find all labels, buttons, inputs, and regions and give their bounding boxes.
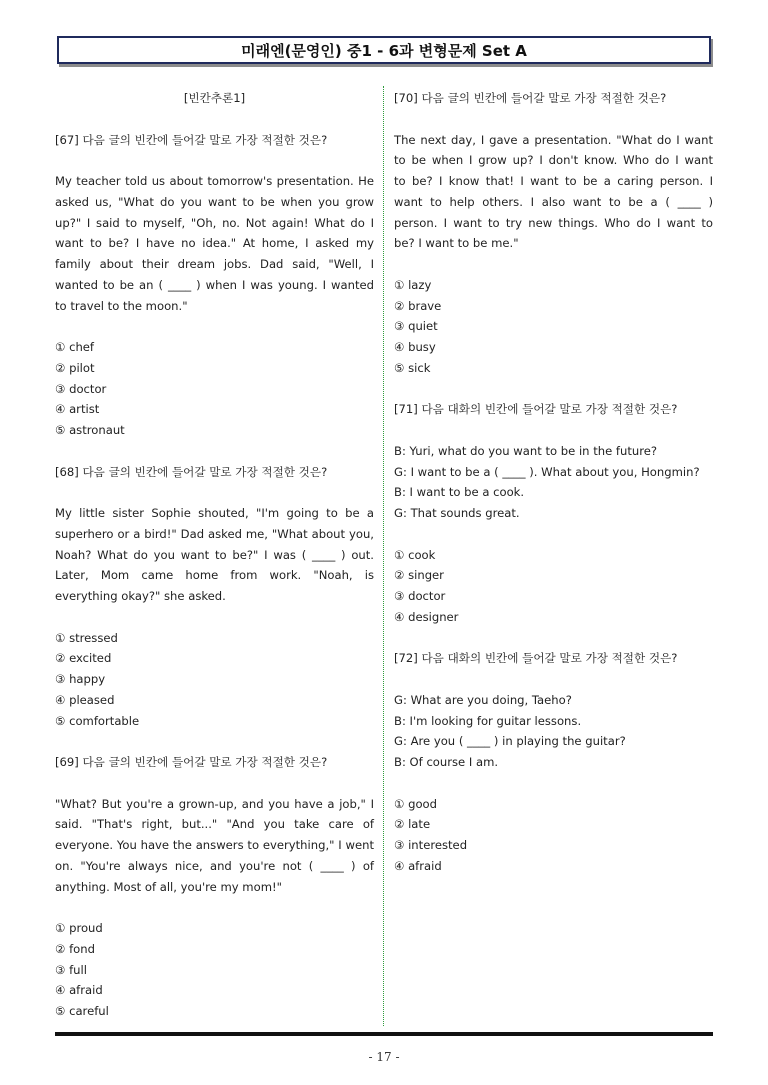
passage-line: family about their dream jobs. Dad said, "Well, I [55, 257, 374, 271]
page-number: - 17 - [368, 1050, 400, 1064]
answer-option: ③ doctor [55, 381, 107, 396]
passage-line: "What? But you're a grown-up, and you have a job," I [55, 796, 374, 811]
answer-option: ② pilot [55, 360, 95, 375]
answer-option: ③ full [55, 962, 87, 977]
passage-line: wanted to be an ( ____ ) when I was young. I wanted [55, 277, 374, 292]
question-70-passage [394, 130, 713, 255]
passage-line: up?" I said to myself, "Oh, no. Not again! What do I [55, 215, 374, 230]
answer-option: ⑤ sick [394, 360, 431, 375]
passage-line: everyone. You have the answers to everything," I went [55, 838, 374, 852]
dialogue-line: G: That sounds great. [394, 506, 520, 520]
answer-option: ③ quiet [394, 319, 438, 334]
answer-option: ① good [394, 796, 437, 811]
question-69-options [55, 918, 374, 1022]
footer-rule [55, 1032, 713, 1036]
passage-line: person. I want to try new things. Who do I want to [394, 215, 713, 230]
question-67-passage [55, 171, 374, 316]
dialogue-line: G: What are you doing, Taeho? [394, 692, 572, 707]
dialogue-line: B: I'm looking for guitar lessons. [394, 713, 582, 728]
passage-line: Noah? What do you want to be?" I was ( ____ ) out. [55, 547, 374, 562]
passage-line: My little sister Sophie shouted, "I'm going to be a [55, 506, 374, 520]
answer-option: ① chef [55, 340, 95, 354]
answer-option: ② singer [394, 568, 444, 583]
answer-option: ② excited [55, 651, 112, 666]
dialogue-line: G: I want to be a ( ____ ). What about you, Hongmin? [394, 464, 700, 479]
question-72-options [394, 794, 713, 877]
passage-line: to travel to the moon." [55, 298, 188, 313]
passage-line: want to help others. I also want to be a ( ____ ) [394, 194, 713, 209]
passage-line: be? I want to be me." [394, 236, 519, 251]
passage-line: Later, Mom came home from work. "Noah, is [55, 568, 374, 583]
question-72-prompt: [72] 다음 대화의 빈칸에 들어갈 말로 가장 적절한 것은? [394, 651, 678, 666]
passage-line: anything. Most of all, you're my mom!" [55, 879, 282, 894]
dialogue-line: G: Are you ( ____ ) in playing the guitar? [394, 734, 626, 749]
answer-option: ④ designer [394, 609, 459, 624]
answer-option: ⑤ comfortable [55, 713, 140, 728]
answer-option: ② brave [394, 298, 442, 313]
question-71-dialogue [394, 441, 713, 524]
answer-option: ② late [394, 817, 431, 832]
passage-line: to be? I know that! I want to be a caring person. I [394, 174, 713, 188]
answer-option: ① cook [394, 547, 436, 562]
question-68-passage [55, 503, 374, 607]
passage-line: My teacher told us about tomorrow's presentation. He [55, 174, 374, 188]
answer-option: ④ busy [394, 340, 436, 354]
question-69-prompt: [69] 다음 글의 빈칸에 들어갈 말로 가장 적절한 것은? [55, 755, 328, 769]
dialogue-line: B: Yuri, what do you want to be in the future? [394, 443, 658, 458]
answer-option: ④ pleased [55, 692, 115, 707]
answer-option: ④ afraid [394, 858, 442, 873]
passage-line: said. "That's right, but..." "And you take care of [55, 817, 374, 832]
passage-line: want to be? I have no idea." At home, I asked my [55, 236, 374, 251]
question-68-options [55, 628, 374, 732]
question-68-prompt: [68] 다음 글의 빈칸에 들어갈 말로 가장 적절한 것은? [55, 464, 328, 479]
answer-option: ① proud [55, 921, 103, 935]
passage-line: on. "You're always nice, and you're not ( ____ ) of [55, 858, 374, 873]
answer-option: ④ artist [55, 402, 100, 417]
answer-option: ① stressed [55, 630, 118, 645]
question-72-dialogue [394, 690, 713, 773]
dialogue-line: B: Of course I am. [394, 755, 499, 769]
left-column [55, 88, 374, 1022]
answer-option: ① lazy [394, 277, 432, 292]
question-69-passage [55, 794, 374, 898]
question-71-options [394, 545, 713, 628]
question-70-options [394, 275, 713, 379]
answer-option: ② fond [55, 941, 95, 956]
passage-line: everything okay?" she asked. [55, 589, 226, 603]
question-67-options [55, 337, 374, 441]
right-column [394, 88, 713, 877]
question-67-prompt: [67] 다음 글의 빈칸에 들어갈 말로 가장 적절한 것은? [55, 132, 328, 147]
passage-line: to be when I grow up? I don't know. Who do I want [394, 153, 713, 168]
answer-option: ③ happy [55, 672, 106, 686]
answer-option: ③ interested [394, 838, 468, 852]
passage-line: superhero or a bird!" Dad asked me, "What about you, [55, 526, 374, 541]
answer-option: ③ doctor [394, 589, 446, 603]
column-divider [383, 86, 384, 1026]
answer-option: ⑤ careful [55, 1004, 109, 1018]
passage-line: asked us, "What do you want to be when you grow [55, 194, 374, 209]
passage-line: The next day, I gave a presentation. "What do I want [394, 132, 713, 147]
answer-option: ⑤ astronaut [55, 423, 125, 437]
question-71-prompt: [71] 다음 대화의 빈칸에 들어갈 말로 가장 적절한 것은? [394, 402, 678, 417]
document-title: 미래엔(문영인) 중1 - 6과 변형문제 Set A [57, 36, 711, 64]
section-label: [빈칸추론1] [183, 91, 246, 105]
dialogue-line: B: I want to be a cook. [394, 485, 525, 500]
answer-option: ④ afraid [55, 983, 103, 998]
question-70-prompt: [70] 다음 글의 빈칸에 들어갈 말로 가장 적절한 것은? [394, 91, 667, 105]
